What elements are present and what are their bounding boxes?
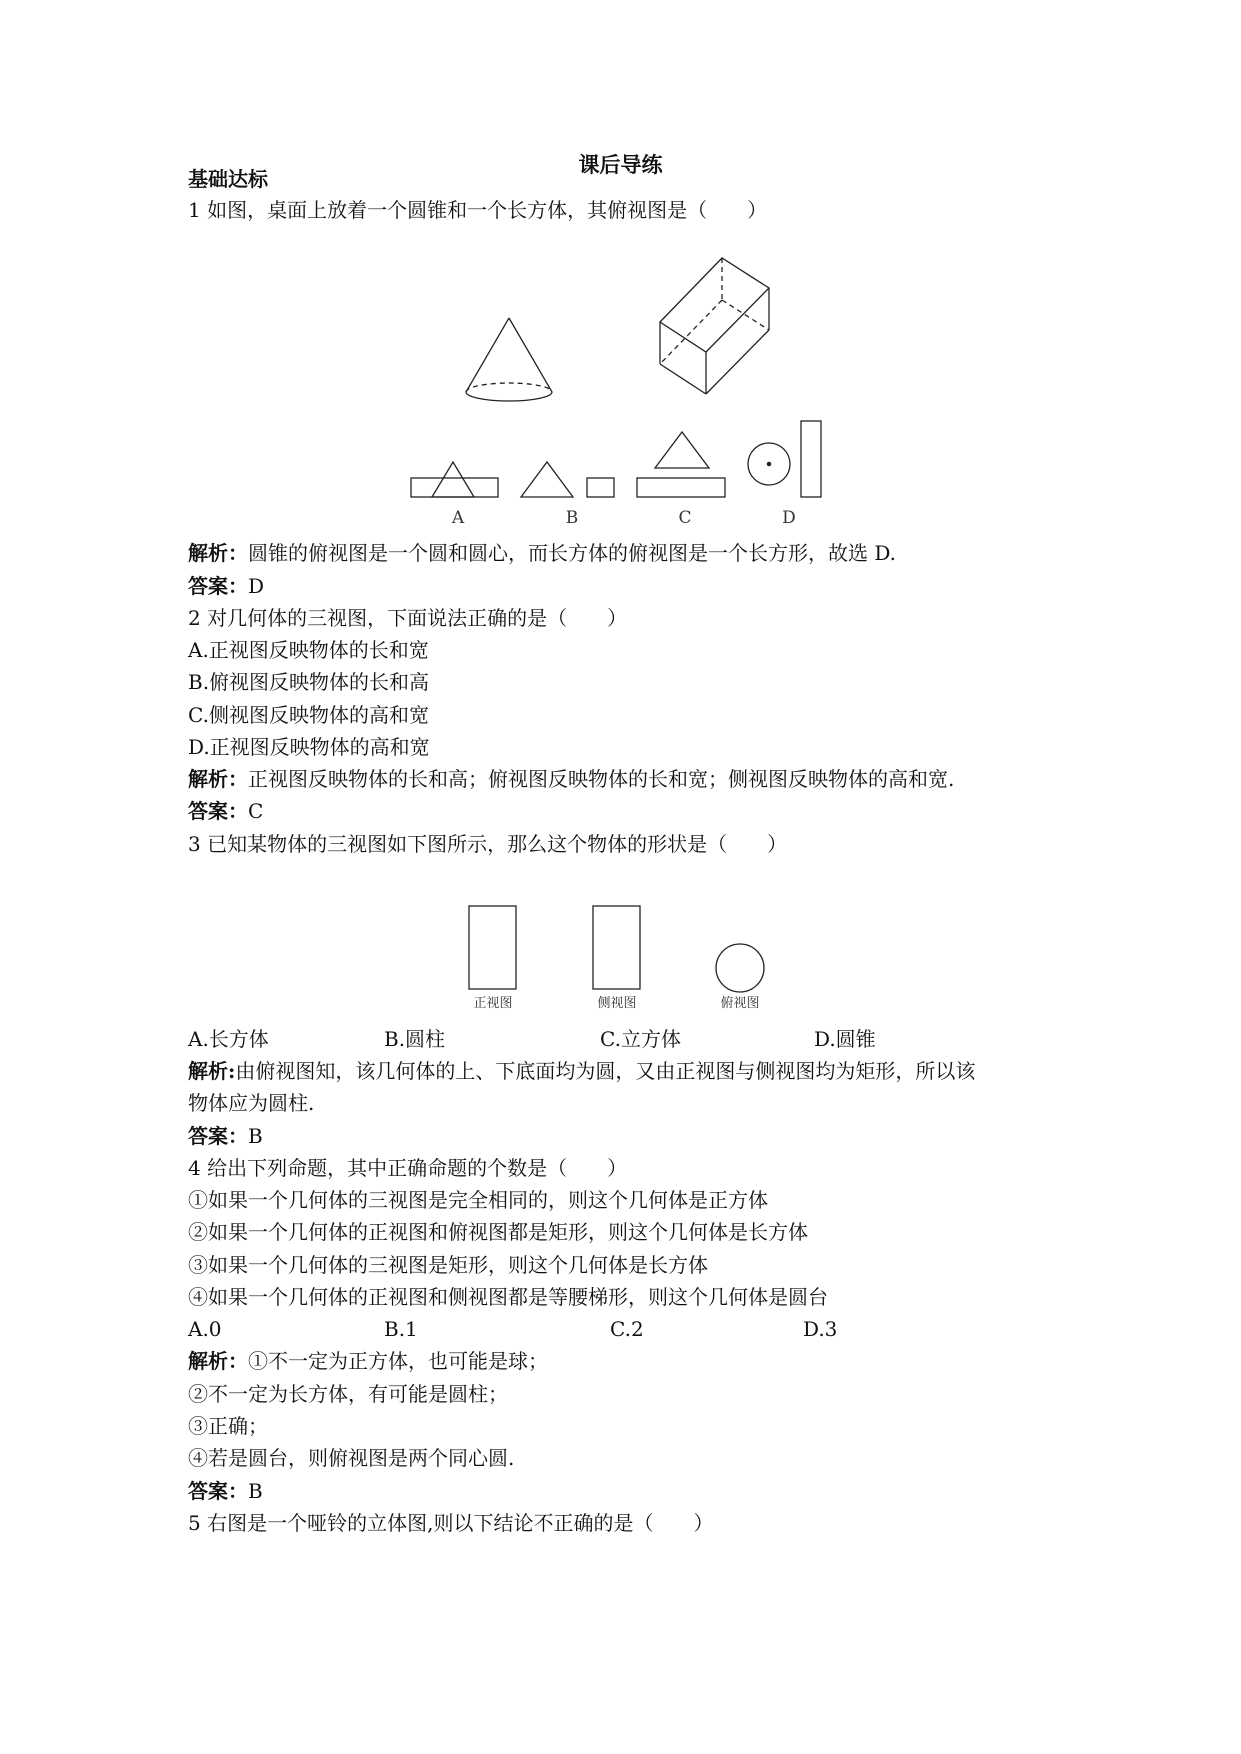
q4-answer: 答案：B xyxy=(188,1479,263,1503)
page-title: 课后导练 xyxy=(578,152,663,177)
q3-option-b: B.圆柱 xyxy=(384,1027,446,1051)
q2-analysis: 解析：正视图反映物体的长和高；俯视图反映物体的长和宽；侧视图反映物体的高和宽. xyxy=(188,767,955,791)
q2-stem: 2 对几何体的三视图，下面说法正确的是（ ） xyxy=(188,606,628,630)
q1-option-c-figure xyxy=(637,432,725,497)
q3-side-view-label: 侧视图 xyxy=(597,996,637,1011)
q3-front-view-label: 正视图 xyxy=(473,996,513,1011)
q1-option-a-figure xyxy=(411,462,498,497)
q4-analysis-line-1: 解析：①不一定为正方体，也可能是球； xyxy=(188,1349,548,1373)
q2-answer: 答案：C xyxy=(188,799,264,823)
q4-statement-2: ②如果一个几何体的正视图和俯视图都是矩形，则这个几何体是长方体 xyxy=(188,1220,808,1244)
q4-option-d: D.3 xyxy=(803,1317,838,1341)
q2-option-c: C.侧视图反映物体的高和宽 xyxy=(188,703,429,727)
cuboid-figure xyxy=(660,258,769,394)
q4-statement-1: ①如果一个几何体的三视图是完全相同的，则这个几何体是正方体 xyxy=(188,1188,768,1212)
cone-figure xyxy=(466,318,552,401)
q1-option-label-a: A xyxy=(451,508,465,528)
q2-option-a: A.正视图反映物体的长和宽 xyxy=(188,638,429,662)
q2-option-d: D.正视图反映物体的高和宽 xyxy=(188,735,430,759)
q2-option-b: B.俯视图反映物体的长和高 xyxy=(188,670,430,694)
q4-analysis-line-2: ②不一定为长方体，有可能是圆柱； xyxy=(188,1382,508,1406)
q4-stem: 4 给出下列命题，其中正确命题的个数是（ ） xyxy=(188,1156,628,1180)
q1-option-label-b: B xyxy=(565,508,579,528)
q4-analysis-line-4: ④若是圆台，则俯视图是两个同心圆. xyxy=(188,1446,515,1470)
q1-option-b-figure xyxy=(521,462,614,497)
q1-option-label-c: C xyxy=(678,508,692,528)
q3-option-c: C.立方体 xyxy=(600,1027,681,1051)
q4-statement-4: ④如果一个几何体的正视图和侧视图都是等腰梯形，则这个几何体是圆台 xyxy=(188,1285,828,1309)
q4-analysis-line-3: ③正确； xyxy=(188,1414,268,1438)
q4-option-b: B.1 xyxy=(384,1317,418,1341)
q3-stem: 3 已知某物体的三视图如下图所示，那么这个物体的形状是（ ） xyxy=(188,832,788,856)
section-heading: 基础达标 xyxy=(188,167,268,191)
q5-stem: 5 右图是一个哑铃的立体图,则以下结论不正确的是（ ） xyxy=(188,1511,714,1535)
q3-three-views xyxy=(469,906,764,992)
q3-front-view xyxy=(469,906,516,989)
q3-option-a: A.长方体 xyxy=(188,1027,269,1051)
q3-analysis-line-2: 物体应为圆柱. xyxy=(188,1091,315,1115)
q4-statement-3: ③如果一个几何体的三视图是矩形，则这个几何体是长方体 xyxy=(188,1253,708,1277)
q1-analysis: 解析：圆锥的俯视图是一个圆和圆心，而长方体的俯视图是一个长方形，故选 D. xyxy=(188,541,897,565)
q1-stem: 1 如图，桌面上放着一个圆锥和一个长方体，其俯视图是（ ） xyxy=(188,198,768,222)
q1-option-label-d: D xyxy=(782,508,796,528)
q3-top-view-label: 俯视图 xyxy=(720,996,760,1011)
q1-answer: 答案：D xyxy=(188,574,265,598)
q1-option-d-figure xyxy=(748,421,821,497)
q3-answer: 答案：B xyxy=(188,1124,263,1148)
q3-side-view xyxy=(593,906,640,989)
q3-top-view xyxy=(716,944,764,992)
q4-option-c: C.2 xyxy=(610,1317,644,1341)
q3-analysis-line-1: 解析:由俯视图知，该几何体的上、下底面均为圆，又由正视图与侧视图均为矩形，所以该 xyxy=(188,1059,976,1083)
q4-option-a: A.0 xyxy=(188,1317,222,1341)
q3-option-d: D.圆锥 xyxy=(814,1027,876,1051)
